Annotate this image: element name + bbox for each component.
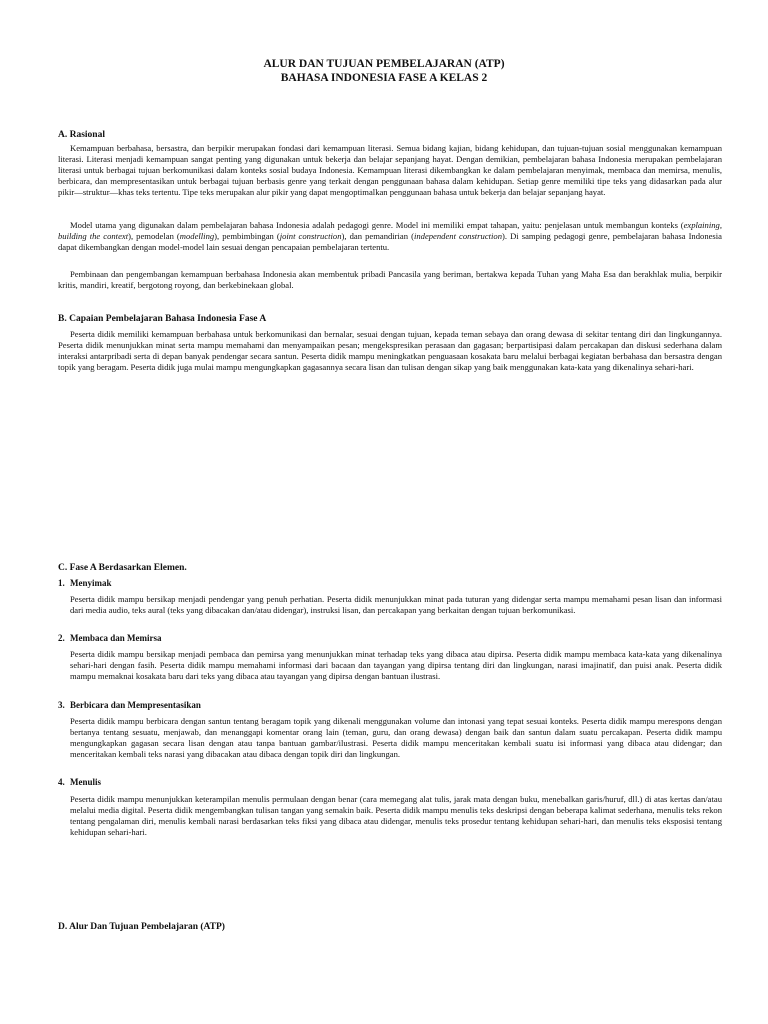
element-1-title: 1. Menyimak [58,578,112,588]
element-3-title: 3. Berbicara dan Mempresentasikan [58,700,201,710]
section-a-paragraph-1: Kemampuan berbahasa, bersastra, dan berpikir merupakan fondasi dari kemampuan literasi. Semua bidang kajian, bidang kehidupan, dan tujuan-tujuan sosial menggunakan kemampuan literasi. Literasi menjadi kemampuan sangat penting yang digunakan untuk bekerja dan belajar sepanjang hayat. Dengan demikian, pembelajaran bahasa Indonesia merupakan pembelajaran literasi untuk berbagai tujuan berkomunikasi dalam konteks sosial budaya Indonesia. Kemampuan literasi dikembangkan ke dalam pembelajaran menyimak, membaca dan memirsa, menulis, berbicara, dan mempresentasikan untuk berbagai tujuan berbasis genre yang terkait dengan penggunaan bahasa dalam kehidupan. Setiap genre memiliki tipe teks yang didasarkan pada alur pikir—struktur—khas teks tertentu. Tipe teks merupakan alur pikir yang dapat mengoptimalkan penggunaan bahasa untuk bekerja dan belajar sepanjang hayat. [58,143,722,197]
section-b-heading: B. Capaian Pembelajaran Bahasa Indonesia Fase A [58,314,267,324]
element-2-title: 2. Membaca dan Memirsa [58,633,162,643]
document-title-line-2: BAHASA INDONESIA FASE A KELAS 2 [280,72,488,84]
document-title-line-1: ALUR DAN TUJUAN PEMBELAJARAN (ATP) [263,58,505,70]
p2-term-joint-construction: joint construction [279,231,342,241]
p2-text-b: ), pemodelan ( [128,231,180,241]
p2-text-e: ). Di samping pedagogi genre, pembelajaran bahasa Indonesia dapat dikembangkan dengan model-model lain sesuai dengan pencapaian pembelajaran tertentu. [58,231,722,252]
element-4-text: Peserta didik mampu menunjukkan keterampilan menulis permulaan dengan benar (cara memegang alat tulis, jarak mata dengan buku, menebalkan garis/huruf, dll.) di atas kertas dan/atau melalui media digital. Peserta didik mengembangkan tulisan tangan yang semakin baik. Peserta didik mampu menulis teks deskripsi dengan beberapa kalimat sederhana, menulis teks rekon tentang pengalaman diri, menulis kembali narasi berdasarkan teks fiksi yang dibaca atau didengar, menulis teks prosedur tentang kehidupan sehari-hari, dan menulis teks eksposisi tentang kehidupan sehari-hari. [70,794,722,837]
section-c-heading: C. Fase A Berdasarkan Elemen. [58,563,187,573]
p2-text-d: ), dan pemandirian ( [341,231,414,241]
element-3-text: Peserta didik mampu berbicara dengan santun tentang beragam topik yang dikenali menggunakan volume dan intonasi yang tepat sesuai konteks. Peserta didik mampu merespons dengan bertanya tentang sesuatu, menjawab, dan menanggapi komentar orang lain (teman, guru, dan orang dewasa) dengan baik dan santun dalam suatu percakapan. Peserta didik mampu mengungkapkan gagasan secara lisan dengan atau tanpa bantuan gambar/ilustrasi. Peserta didik mampu menceritakan kembali suatu isi informasi yang dibaca atau didengar; dan menceritakan kembali teks narasi yang dibacakan atau dibaca dengan topik diri dan lingkungan. [70,716,722,759]
section-a-paragraph-3: Pembinaan dan pengembangan kemampuan berbahasa Indonesia akan membentuk pribadi Pancasila yang beriman, bertakwa kepada Tuhan yang Maha Esa dan berakhlak mulia, berpikir kritis, mandiri, kreatif, bergotong royong, dan berkebinekaan global. [58,269,722,290]
element-2-text: Peserta didik mampu bersikap menjadi pembaca dan pemirsa yang menunjukkan minat terhadap teks yang dibaca atau dipirsa. Peserta didik mampu membaca kata-kata yang dikenalinya sehari-hari dengan fasih. Peserta didik mampu memahami informasi dari bacaan dan tayangan yang dipirsa tentang diri dan lingkungan, narasi imajinatif, dan puisi anak. Peserta didik mampu memaknai kosakata baru dari teks yang dibaca atau tayangan yang dipirsa dengan bantuan ilustrasi. [70,649,722,681]
p2-text-c: ), pembimbingan ( [214,231,280,241]
element-4-title: 4. Menulis [58,777,102,787]
p2-term-modelling: modelling [179,231,215,241]
element-1-text: Peserta didik mampu bersikap menjadi pendengar yang penuh perhatian. Peserta didik menunjukkan minat pada tuturan yang didengar serta mampu memahami pesan lisan dan informasi dari media audio, teks aural (teks yang dibacakan dan/atau didengar), instruksi lisan, dan percakapan yang berkaitan dengan tujuan berkomunikasi. [70,594,722,615]
section-a-heading: A. Rasional [58,130,105,140]
p2-term-independent-construction: independent construction [413,231,502,241]
p2-term-explaining: explaining, building the context [58,220,722,241]
section-a-paragraph-2 [58,220,722,253]
section-b-paragraph-1: Peserta didik memiliki kemampuan berbahasa untuk berkomunikasi dan bernalar, sesuai dengan tujuan, kepada teman sebaya dan orang dewasa di sekitar tentang diri dan lingkungannya. Peserta didik menunjukkan minat serta mampu memahami dan menyampaikan pesan; mengekspresikan perasaan dan gagasan; berpartisipasi dalam percakapan dan diskusi sederhana dalam interaksi antarpribadi serta di depan banyak pendengar secara santun. Peserta didik mampu meningkatkan penguasaan kosakata baru melalui berbagai kegiatan berbahasa dan bersastra dengan topik yang beragam. Peserta didik juga mulai mampu mengungkapkan gagasannya secara lisan dan tulisan dengan sikap yang baik menggunakan kata-kata yang dikenalinya sehari-hari. [58,329,722,372]
section-d-heading: D. Alur Dan Tujuan Pembelajaran (ATP) [58,922,225,932]
p2-text-a: Model utama yang digunakan dalam pembelajaran bahasa Indonesia adalah pedagogi genre. Model ini memiliki empat tahapan, yaitu: penjelasan untuk membangun konteks ( [70,220,684,230]
